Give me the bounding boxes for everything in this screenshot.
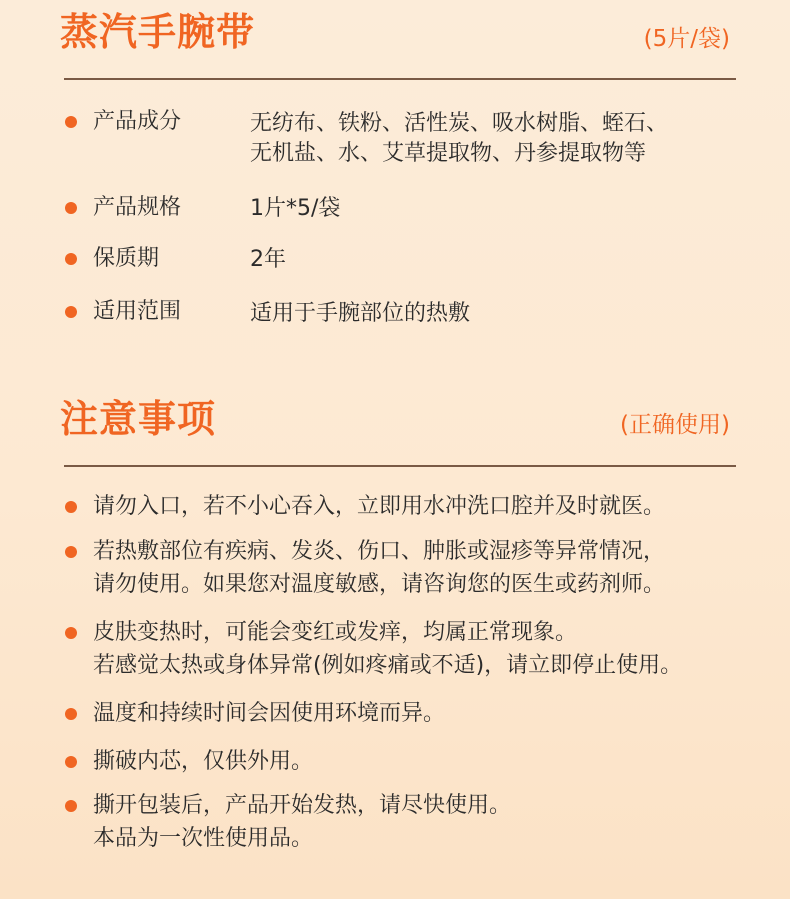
caution-text: 请勿使用。如果您对温度敏感，请咨询您的医生或药剂师。 [93,572,666,597]
bullet-icon [65,800,77,812]
spec-label: 保质期 [93,246,160,271]
product-title: 蒸汽手腕带 [60,10,256,54]
caution-text: 撕破内芯，仅供外用。 [93,749,314,774]
bullet-icon [65,202,77,214]
product-pack-note: (5片/袋) [643,26,730,52]
caution-text: 若感觉太热或身体异常(例如疼痛或不适)，请立即停止使用。 [93,653,683,678]
bullet-icon [65,546,77,558]
bullet-icon [65,756,77,768]
bullet-icon [65,708,77,720]
bullet-icon [65,627,77,639]
caution-text: 请勿入口，若不小心吞入，立即用水冲洗口腔并及时就医。 [93,494,666,519]
caution-text: 温度和持续时间会因使用环境而异。 [93,701,446,726]
spec-label: 适用范围 [93,299,182,324]
caution-text: 皮肤变热时，可能会变红或发痒，均属正常现象。 [93,620,578,645]
cautions-title: 注意事项 [60,397,217,441]
spec-label: 产品成分 [93,109,182,134]
spec-value: 无纺布、铁粉、活性炭、吸水树脂、蛭石、 [250,111,669,136]
caution-text: 撕开包装后，产品开始发热，请尽快使用。 [93,793,512,818]
bullet-icon [65,306,77,318]
bullet-icon [65,116,77,128]
cautions-note: (正确使用) [620,412,730,438]
spec-value: 适用于手腕部位的热敷 [250,301,471,326]
spec-value: 2年 [250,247,286,272]
bullet-icon [65,253,77,265]
product-divider [64,78,736,80]
spec-value: 无机盐、水、艾草提取物、丹参提取物等 [250,141,647,166]
spec-label: 产品规格 [93,195,182,220]
cautions-divider [64,465,736,467]
caution-text: 本品为一次性使用品。 [93,826,314,851]
spec-value: 1片*5/袋 [250,196,341,221]
bullet-icon [65,501,77,513]
caution-text: 若热敷部位有疾病、发炎、伤口、肿胀或湿疹等异常情况， [93,539,666,564]
